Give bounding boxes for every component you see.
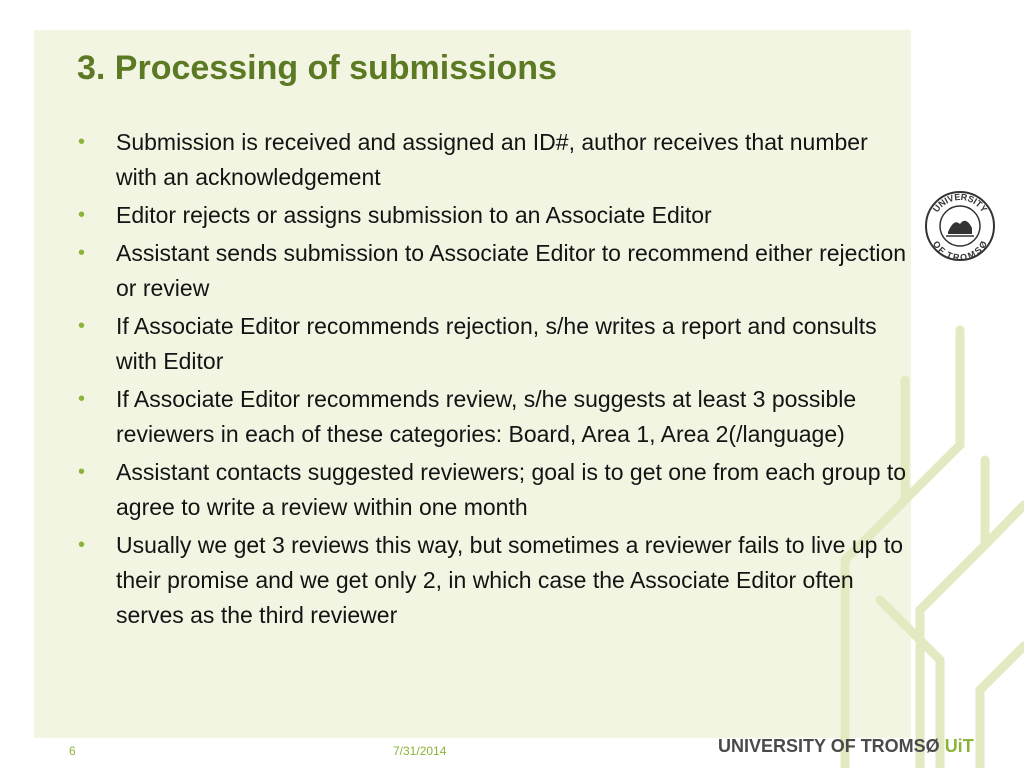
bullet-text: If Associate Editor recommends rejection, s/he writes a report and consults with Editor — [116, 313, 877, 374]
university-seal-icon — [924, 190, 996, 262]
bullet-item — [78, 455, 908, 525]
page-number: 6 — [69, 744, 76, 758]
seal-text-top: UNIVERSITY — [930, 191, 990, 215]
bullet-marker: • — [78, 242, 86, 264]
bullet-marker: • — [78, 388, 86, 410]
bullet-marker: • — [78, 131, 86, 153]
bullet-text: Usually we get 3 reviews this way, but sometimes a reviewer fails to live up to their promise and we get only 2, in which case the Associate Editor often serves as the third reviewer — [116, 532, 903, 628]
bullet-marker: • — [78, 204, 86, 226]
footer-date: 7/31/2014 — [393, 744, 447, 758]
bullet-text: Assistant sends submission to Associate Editor to recommend either rejection or review — [116, 240, 907, 301]
bullet-text: Submission is received and assigned an ID#, author receives that number with an acknowledgement — [116, 129, 868, 190]
bullet-item — [78, 528, 908, 633]
bullet-item — [78, 125, 908, 195]
slide-title: 3. Processing of submissions — [77, 49, 557, 87]
bullet-text: If Associate Editor recommends review, s/he suggests at least 3 possible reviewers in each of these categories: Board, Area 1, Area 2(/language) — [116, 386, 857, 447]
bullet-item — [78, 382, 908, 452]
bullet-marker: • — [78, 534, 86, 556]
logo-text-main: UNIVERSITY OF TROMSØ — [718, 736, 945, 756]
bullet-marker: • — [78, 315, 86, 337]
bullet-list — [78, 125, 908, 636]
bullet-marker: • — [78, 461, 86, 483]
bullet-item — [78, 236, 908, 306]
university-logo-text — [718, 736, 974, 757]
logo-text-accent: UiT — [944, 736, 974, 756]
bullet-item — [78, 198, 908, 233]
bullet-text: Editor rejects or assigns submission to an Associate Editor — [116, 202, 712, 228]
bullet-item — [78, 309, 908, 379]
seal-text-bottom: OF TROMSØ — [930, 239, 990, 262]
bullet-text: Assistant contacts suggested reviewers; goal is to get one from each group to agree to write a review within one month — [116, 459, 907, 520]
